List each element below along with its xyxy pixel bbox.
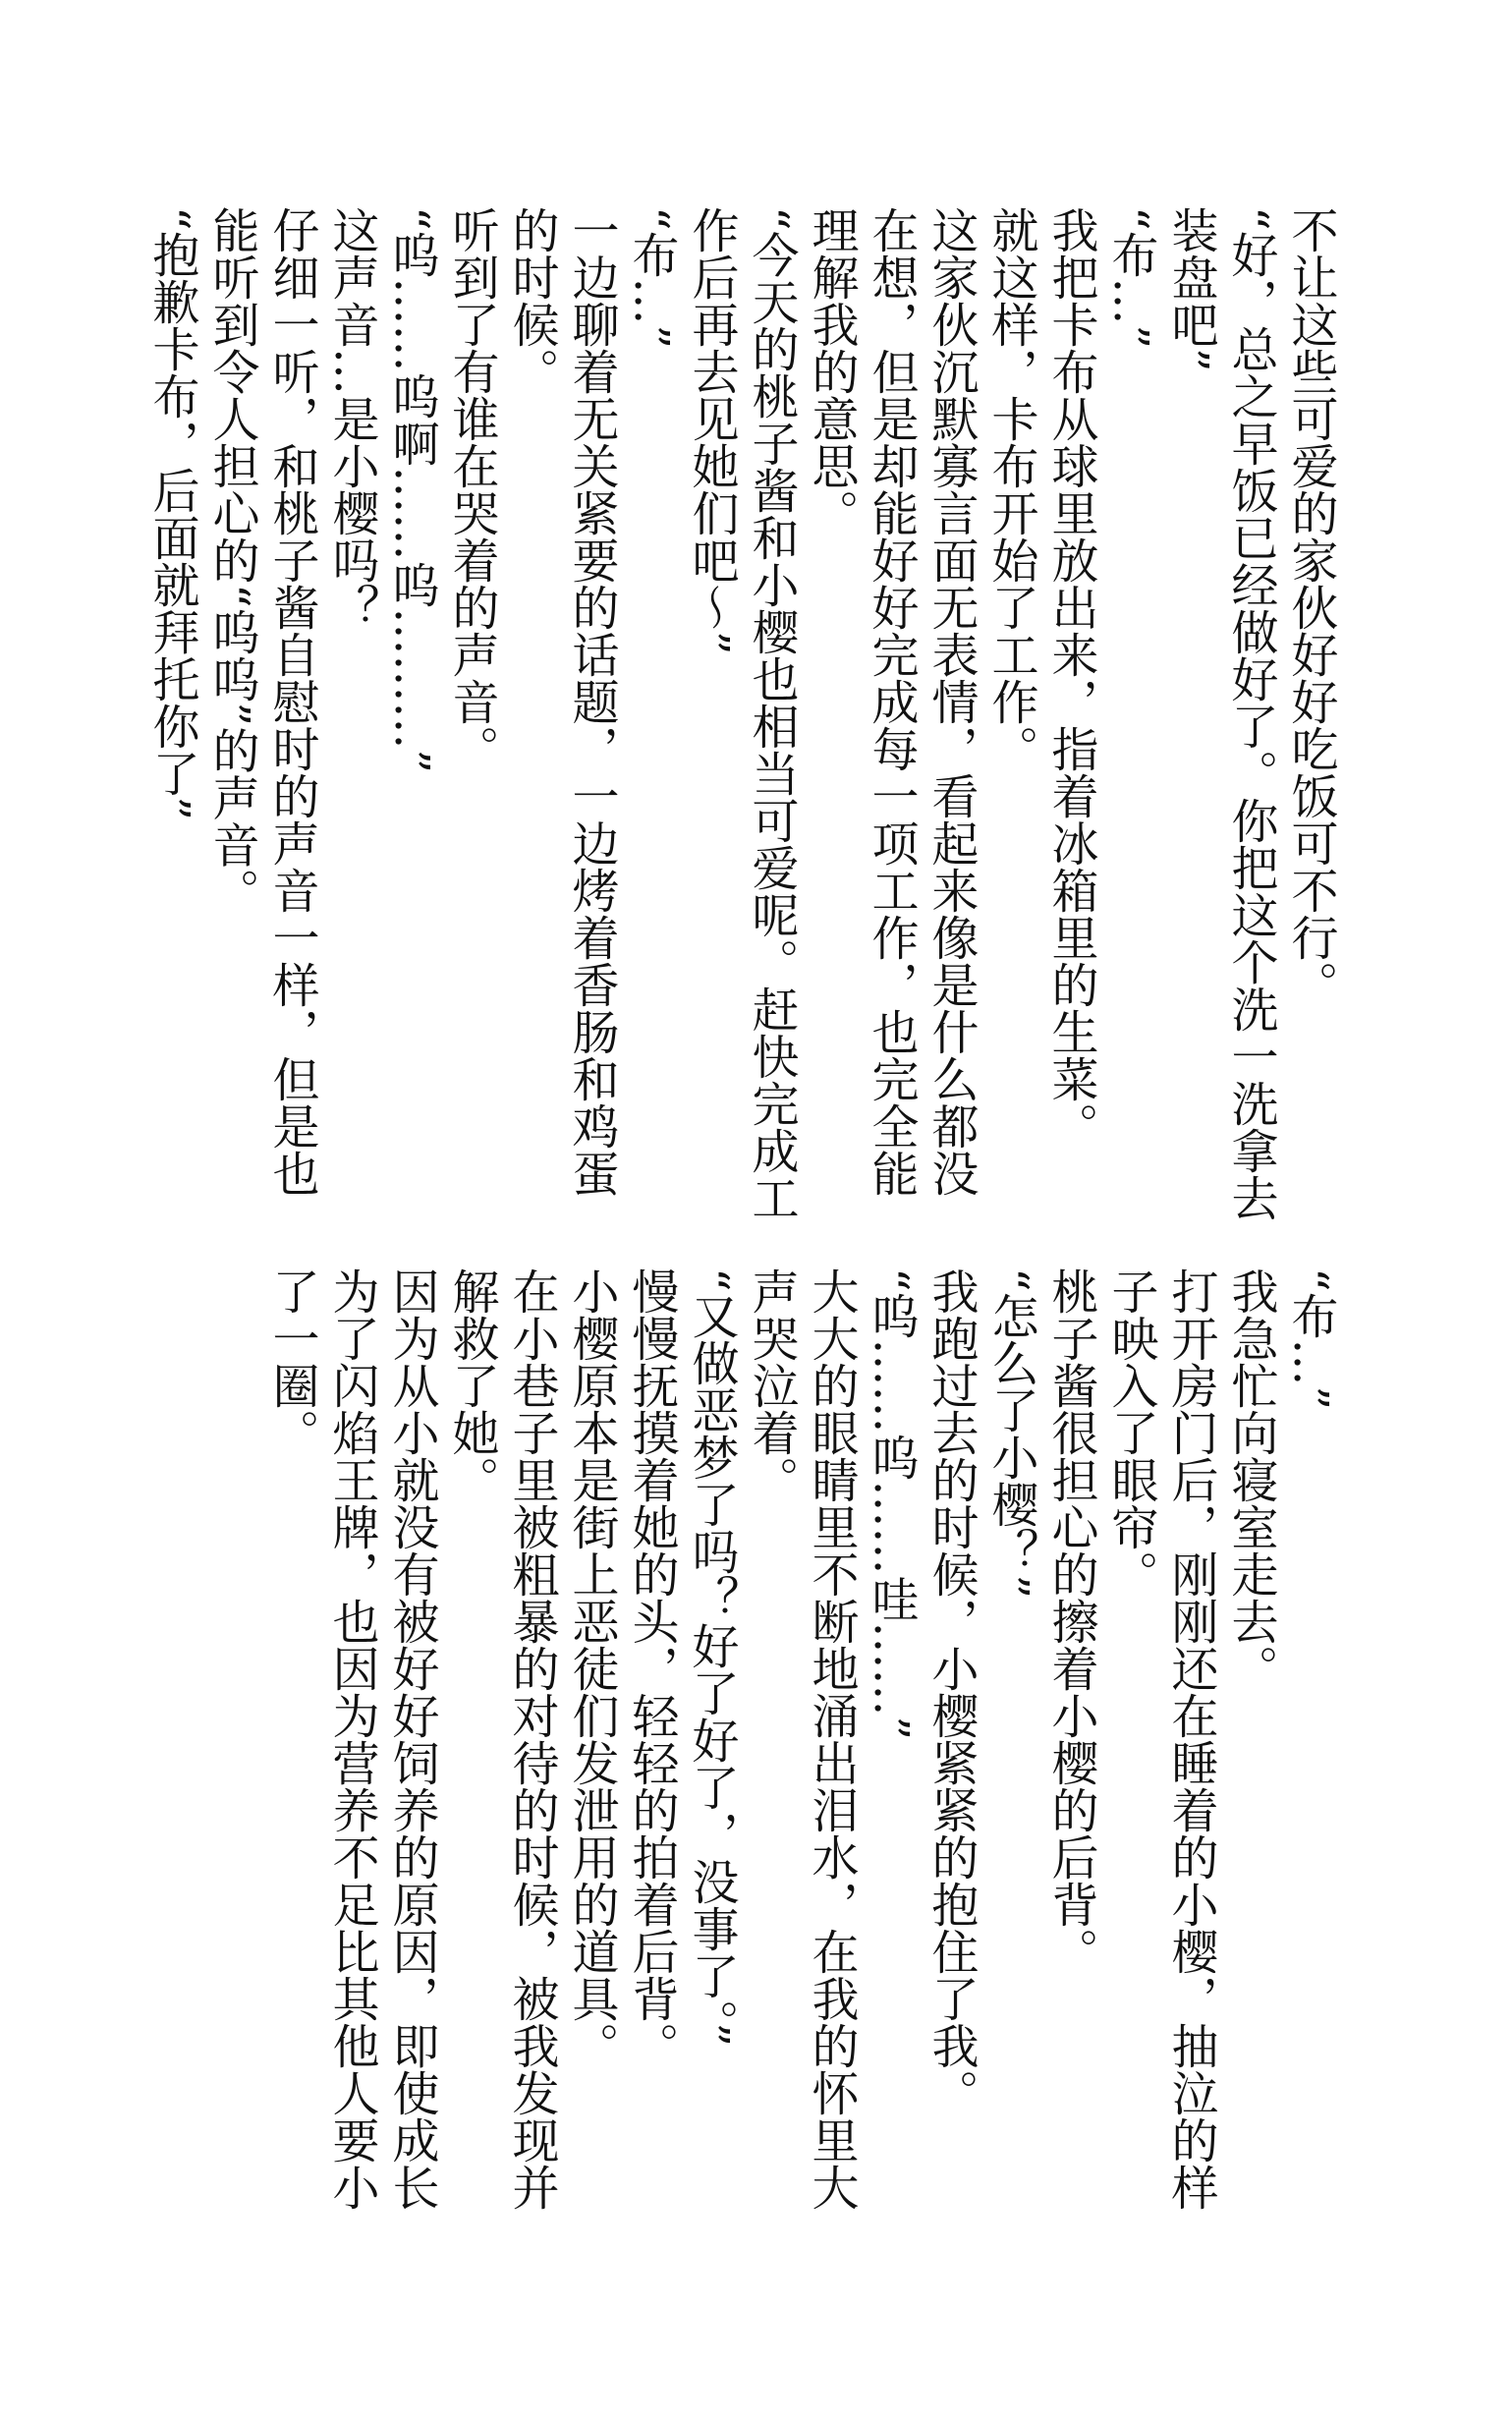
paragraph: 桃子酱很担心的擦着小樱的后背。 (1043, 1267, 1098, 1975)
paragraph: 听到了有谁在哭着的声音。 (444, 206, 499, 772)
dialogue-line: “怎么了小樱？” (983, 1267, 1038, 1600)
paragraph: 我跑过去的时候，小樱紧紧的抱住了我。 (924, 1267, 979, 2116)
dialogue-line: “好，总之早饭已经做好了。你把这个洗一洗拿去装盘吧” (1163, 206, 1278, 1221)
paragraph: 慢慢抚摸着她的头，轻轻的拍着后背。 (624, 1267, 679, 2069)
paragraph: 我急忙向寝室走去。 (1223, 1267, 1278, 1692)
dialogue-line: “布…” (624, 206, 679, 350)
paragraph: 我把卡布从球里放出来，指着冰箱里的生菜。 (1043, 206, 1098, 1150)
dialogue-line: “又做恶梦了吗？好了好了，没事了。” (684, 1267, 739, 2048)
paragraph: 就这样，卡布开始了工作。 (983, 206, 1038, 772)
paragraph: 因为从小就没有被好好饲养的原因，即使成长为了闪焰王牌，也因为营养不足比其他人要小了一圈。 (264, 1267, 439, 2211)
paragraph: 这声音…是小樱吗？ (324, 206, 379, 631)
paragraph: 在小巷子里被粗暴的对待的时候，被我发现并解救了她。 (444, 1267, 559, 2211)
paragraph: 仔细一听，和桃子酱自慰时的声音一样，但是也能听到令人担心的“呜呜”的声音。 (204, 206, 319, 1197)
text-block-top (122, 206, 1340, 1228)
paragraph: 一边聊着无关紧要的话题，一边烤着香肠和鸡蛋的时候。 (504, 206, 619, 1197)
paragraph: 这家伙沉默寡言面无表情，看起来像是什么都没在想，但是却能好好完成每一项工作，也完全能理解我的意思。 (804, 206, 979, 1197)
dialogue-line: “布…” (1283, 1267, 1338, 1411)
dialogue-line: “今天的桃子酱和小樱也相当可爱呢。赶快完成工作后再去见她们吧～” (684, 206, 799, 1221)
dialogue-line: “呜……呜……哇……” (864, 1267, 919, 1741)
text-block-bottom (122, 1267, 1340, 2250)
dialogue-line: “呜……呜啊……呜………” (384, 206, 439, 774)
paragraph: 大大的眼睛里不断地涌出泪水，在我的怀里大声哭泣着。 (744, 1267, 859, 2211)
dialogue-line: “抱歉卡布，后面就拜托你了” (144, 206, 199, 821)
paragraph: 打开房门后，刚刚还在睡着的小樱，抽泣的样子映入了眼帘。 (1103, 1267, 1218, 2211)
dialogue-line: “布…” (1103, 206, 1158, 350)
paragraph: 小樱原本是街上恶徒们发泄用的道具。 (564, 1267, 619, 2069)
paragraph: 不让这些可爱的家伙好好吃饭可不行。 (1283, 206, 1338, 1008)
